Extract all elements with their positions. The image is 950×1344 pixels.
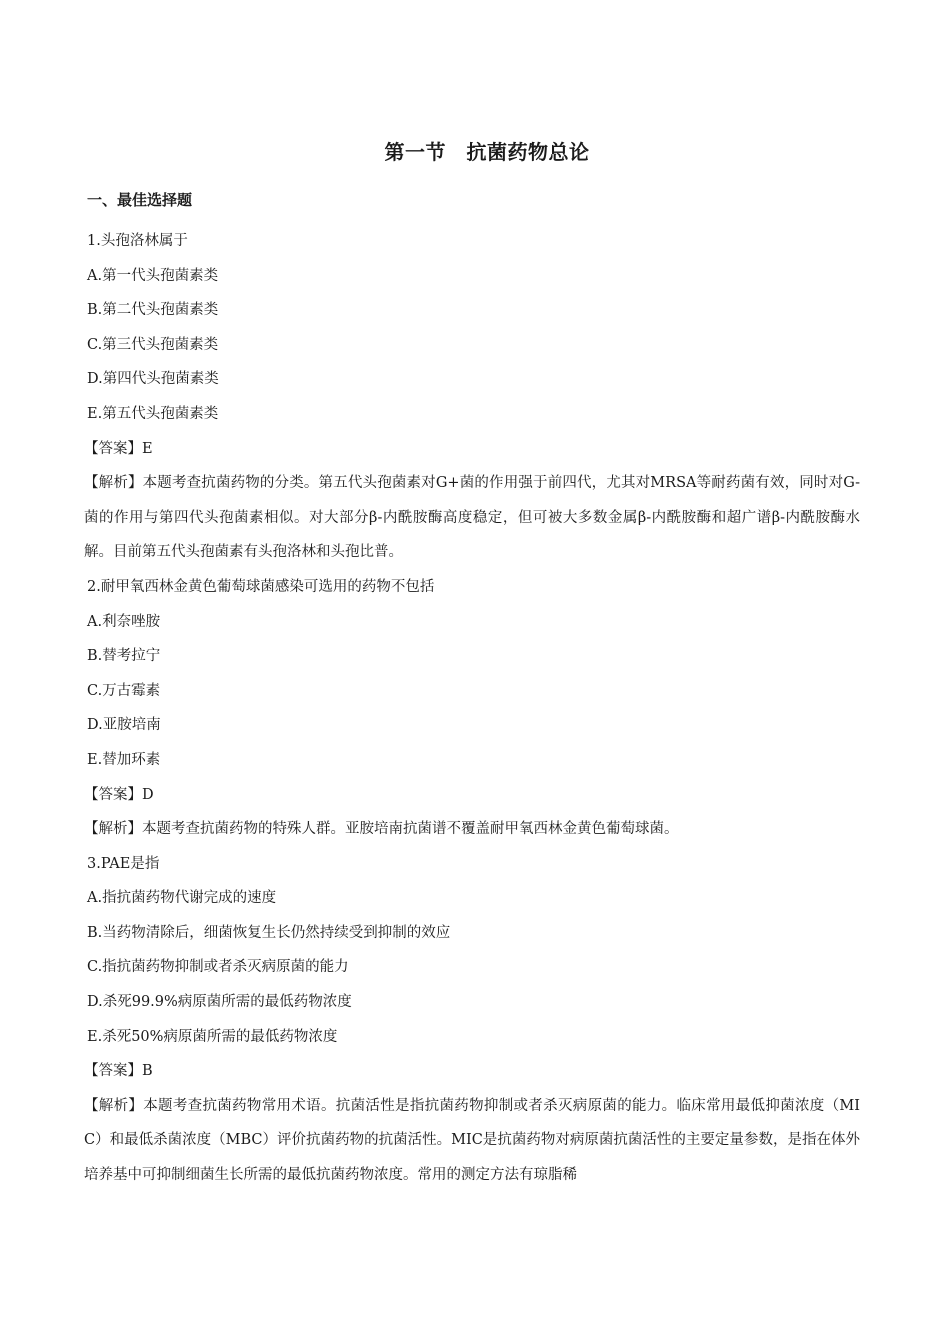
question-list bbox=[84, 224, 860, 1193]
analysis-text: 本题考查抗菌药物常用术语。抗菌活性是指抗菌药物抑制或者杀灭病原菌的能力。临床常用最低抑菌浓度（MIC）和最低杀菌浓度（MBC）评价抗菌药物的抗菌活性。MIC是抗菌药物对病原菌抗菌活性的主要定量参数，是指在体外培养基中可抑制细菌生长所需的最低抗菌药物浓度。常用的测定方法有琼脂稀 bbox=[84, 1097, 860, 1184]
answer-value: E bbox=[142, 440, 153, 457]
option-c: C.指抗菌药物抑制或者杀灭病原菌的能力 bbox=[87, 959, 349, 976]
analysis bbox=[84, 812, 860, 847]
question-3 bbox=[84, 847, 860, 1193]
answer bbox=[84, 778, 860, 813]
option-a: A.第一代头孢菌素类 bbox=[87, 267, 219, 284]
question-stem: 2.耐甲氧西林金黄色葡萄球菌感染可选用的药物不包括 bbox=[87, 578, 435, 595]
question-2 bbox=[84, 570, 860, 847]
option-c: C.万古霉素 bbox=[87, 682, 161, 699]
answer-label: 【答案】 bbox=[84, 786, 142, 803]
analysis bbox=[84, 466, 860, 570]
answer-value: B bbox=[142, 1063, 153, 1080]
answer-value: D bbox=[142, 786, 154, 803]
question-stem: 1.头孢洛林属于 bbox=[87, 233, 188, 249]
option-d: D.亚胺培南 bbox=[87, 717, 161, 734]
option-b: B.当药物清除后，细菌恢复生长仍然持续受到抑制的效应 bbox=[87, 924, 451, 941]
page-title: 第一节 抗菌药物总论 bbox=[384, 140, 590, 164]
analysis-label: 【解析】 bbox=[84, 821, 142, 838]
option-e: E.第五代头孢菌素类 bbox=[87, 405, 219, 422]
question-stem: 3.PAE是指 bbox=[87, 855, 160, 872]
analysis-label: 【解析】 bbox=[84, 475, 143, 492]
answer-label: 【答案】 bbox=[84, 440, 142, 457]
option-a: A.指抗菌药物代谢完成的速度 bbox=[87, 890, 277, 907]
option-b: B.替考拉宁 bbox=[87, 648, 161, 665]
question-1 bbox=[84, 224, 860, 570]
analysis bbox=[84, 1089, 860, 1193]
analysis-label: 【解析】 bbox=[84, 1097, 144, 1114]
answer-label: 【答案】 bbox=[84, 1063, 142, 1080]
option-d: D.杀死99.9%病原菌所需的最低药物浓度 bbox=[87, 994, 352, 1011]
option-b: B.第二代头孢菌素类 bbox=[87, 302, 219, 319]
option-a: A.利奈唑胺 bbox=[87, 613, 161, 630]
section-heading: 一、最佳选择题 bbox=[87, 191, 193, 209]
option-e: E.替加环素 bbox=[87, 751, 161, 768]
option-c: C.第三代头孢菌素类 bbox=[87, 336, 219, 353]
option-d: D.第四代头孢菌素类 bbox=[87, 371, 219, 388]
option-e: E.杀死50%病原菌所需的最低药物浓度 bbox=[87, 1028, 338, 1045]
answer bbox=[84, 432, 860, 467]
answer bbox=[84, 1054, 860, 1089]
analysis-text: 本题考查抗菌药物的特殊人群。亚胺培南抗菌谱不覆盖耐甲氧西林金黄色葡萄球菌。 bbox=[142, 821, 679, 838]
analysis-text: 本题考查抗菌药物的分类。第五代头孢菌素对G+菌的作用强于前四代，尤其对MRSA等耐药菌有效，同时对G-菌的作用与第四代头孢菌素相似。对大部分β-内酰胺酶高度稳定，但可被大多数金属β-内酰胺酶和超广谱β-内酰胺酶水解。目前第五代头孢菌素有头孢洛林和头孢比普。 bbox=[84, 475, 860, 561]
